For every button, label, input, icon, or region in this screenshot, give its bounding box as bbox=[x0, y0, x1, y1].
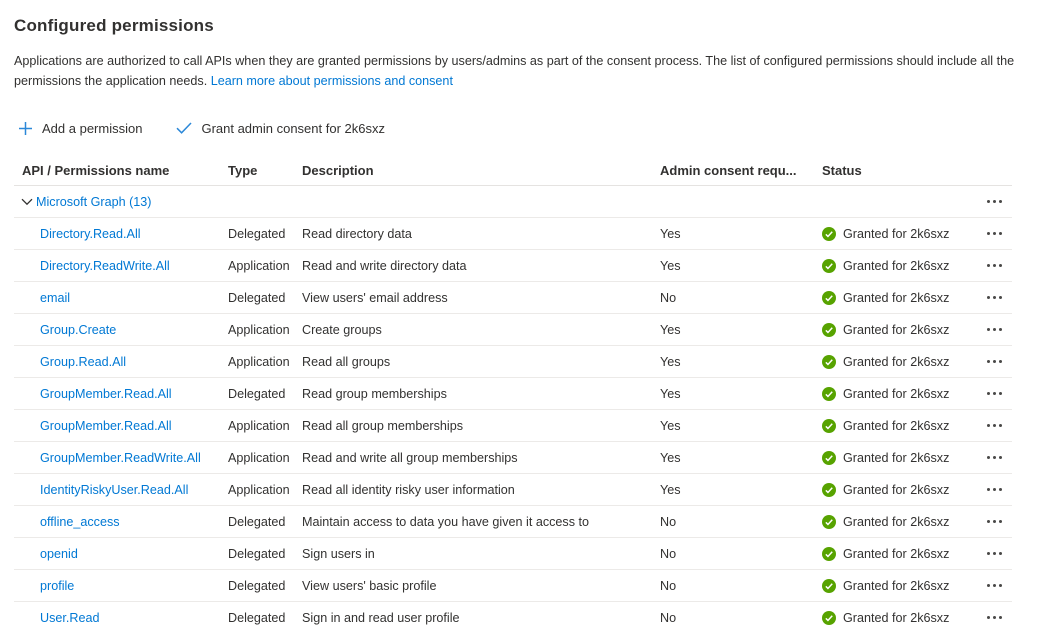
ellipsis-icon bbox=[987, 264, 990, 267]
granted-check-circle-icon bbox=[822, 355, 836, 369]
permission-type: Application bbox=[228, 482, 290, 497]
ellipsis-icon bbox=[987, 328, 990, 331]
more-options-button[interactable] bbox=[985, 388, 1004, 399]
granted-check-circle-icon bbox=[822, 515, 836, 529]
admin-consent-value: No bbox=[660, 610, 677, 625]
permission-type: Delegated bbox=[228, 546, 286, 561]
status-text: Granted for 2k6sxz bbox=[843, 258, 950, 273]
page-description bbox=[14, 52, 1022, 91]
permission-description: Sign in and read user profile bbox=[302, 610, 460, 625]
permission-type: Delegated bbox=[228, 514, 286, 529]
more-options-button[interactable] bbox=[985, 580, 1004, 591]
admin-consent-value: No bbox=[660, 514, 677, 529]
ellipsis-icon bbox=[987, 200, 990, 203]
permission-description: Read all group memberships bbox=[302, 418, 464, 433]
status-text: Granted for 2k6sxz bbox=[843, 482, 950, 497]
granted-check-circle-icon bbox=[822, 323, 836, 337]
permission-row bbox=[14, 474, 1012, 506]
admin-consent-value: Yes bbox=[660, 418, 681, 433]
header-status: Status bbox=[822, 163, 862, 179]
admin-consent-value: Yes bbox=[660, 226, 681, 241]
permission-type: Application bbox=[228, 258, 290, 273]
permission-row bbox=[14, 378, 1012, 410]
ellipsis-icon bbox=[987, 232, 990, 235]
ellipsis-icon bbox=[987, 360, 990, 363]
admin-consent-value: No bbox=[660, 290, 677, 305]
group-link-microsoft-graph[interactable]: Microsoft Graph (13) bbox=[36, 194, 152, 209]
check-icon bbox=[176, 122, 192, 134]
permission-name-link[interactable]: openid bbox=[40, 546, 78, 561]
permission-row bbox=[14, 602, 1012, 628]
header-description: Description bbox=[302, 163, 374, 179]
permission-description: View users' email address bbox=[302, 290, 448, 305]
permission-type: Delegated bbox=[228, 386, 286, 401]
header-admin-consent-required: Admin consent requ... bbox=[660, 163, 797, 179]
status-text: Granted for 2k6sxz bbox=[843, 418, 950, 433]
more-options-button[interactable] bbox=[985, 356, 1004, 367]
permission-type: Delegated bbox=[228, 226, 286, 241]
description-text: Applications are authorized to call APIs when they are granted permissions by users/admins as part of the consent process. The list of configured permissions should include all the permissions the application needs. bbox=[14, 54, 1015, 88]
ellipsis-icon bbox=[987, 296, 990, 299]
status-text: Granted for 2k6sxz bbox=[843, 610, 950, 625]
permission-description: Read and write all group memberships bbox=[302, 450, 518, 465]
granted-check-circle-icon bbox=[822, 483, 836, 497]
permission-name-link[interactable]: IdentityRiskyUser.Read.All bbox=[40, 482, 189, 497]
status-text: Granted for 2k6sxz bbox=[843, 290, 950, 305]
admin-consent-value: Yes bbox=[660, 322, 681, 337]
permission-row bbox=[14, 570, 1012, 602]
permission-type: Application bbox=[228, 418, 290, 433]
permission-name-link[interactable]: GroupMember.Read.All bbox=[40, 386, 172, 401]
ellipsis-icon bbox=[987, 392, 990, 395]
grant-admin-consent-label: Grant admin consent for 2k6sxz bbox=[201, 120, 385, 136]
permission-type: Delegated bbox=[228, 610, 286, 625]
permission-name-link[interactable]: Group.Create bbox=[40, 322, 117, 337]
permission-type: Application bbox=[228, 450, 290, 465]
permission-description: Sign users in bbox=[302, 546, 375, 561]
table-header-row bbox=[14, 156, 1012, 186]
granted-check-circle-icon bbox=[822, 387, 836, 401]
status-text: Granted for 2k6sxz bbox=[843, 514, 950, 529]
permission-name-link[interactable]: User.Read bbox=[40, 610, 100, 625]
more-options-button[interactable] bbox=[985, 324, 1004, 335]
header-api-permissions-name: API / Permissions name bbox=[22, 163, 170, 179]
more-options-button[interactable] bbox=[985, 260, 1004, 271]
page-title: Configured permissions bbox=[14, 16, 214, 35]
status-text: Granted for 2k6sxz bbox=[843, 322, 950, 337]
permission-row bbox=[14, 506, 1012, 538]
permission-name-link[interactable]: offline_access bbox=[40, 514, 120, 529]
more-options-button[interactable] bbox=[985, 452, 1004, 463]
more-options-button[interactable] bbox=[985, 196, 1004, 207]
granted-check-circle-icon bbox=[822, 611, 836, 625]
granted-check-circle-icon bbox=[822, 451, 836, 465]
permission-type: Application bbox=[228, 322, 290, 337]
more-options-button[interactable] bbox=[985, 292, 1004, 303]
more-options-button[interactable] bbox=[985, 228, 1004, 239]
permission-description: Read and write directory data bbox=[302, 258, 467, 273]
add-permission-button[interactable] bbox=[14, 119, 146, 138]
status-text: Granted for 2k6sxz bbox=[843, 386, 950, 401]
admin-consent-value: Yes bbox=[660, 386, 681, 401]
permission-row bbox=[14, 346, 1012, 378]
admin-consent-value: Yes bbox=[660, 258, 681, 273]
permission-description: Maintain access to data you have given it access to bbox=[302, 514, 590, 529]
status-text: Granted for 2k6sxz bbox=[843, 546, 950, 561]
permission-row bbox=[14, 314, 1012, 346]
status-text: Granted for 2k6sxz bbox=[843, 354, 950, 369]
permission-name-link[interactable]: profile bbox=[40, 578, 75, 593]
permission-row bbox=[14, 442, 1012, 474]
more-options-button[interactable] bbox=[985, 516, 1004, 527]
permission-row bbox=[14, 538, 1012, 570]
ellipsis-icon bbox=[987, 616, 990, 619]
more-options-button[interactable] bbox=[985, 612, 1004, 623]
granted-check-circle-icon bbox=[822, 259, 836, 273]
status-text: Granted for 2k6sxz bbox=[843, 226, 950, 241]
ellipsis-icon bbox=[987, 488, 990, 491]
granted-check-circle-icon bbox=[822, 227, 836, 241]
chevron-down-icon[interactable] bbox=[21, 198, 33, 206]
admin-consent-value: No bbox=[660, 578, 677, 593]
header-type: Type bbox=[228, 163, 258, 179]
permission-description: Read all groups bbox=[302, 354, 391, 369]
api-group-row-microsoft-graph bbox=[14, 186, 1012, 218]
permission-name-link[interactable]: GroupMember.ReadWrite.All bbox=[40, 450, 201, 465]
admin-consent-value: No bbox=[660, 546, 677, 561]
permission-description: Read group memberships bbox=[302, 386, 447, 401]
permission-description: Create groups bbox=[302, 322, 382, 337]
ellipsis-icon bbox=[987, 552, 990, 555]
permission-row bbox=[14, 218, 1012, 250]
add-permission-label: Add a permission bbox=[42, 120, 143, 136]
permission-type: Delegated bbox=[228, 578, 286, 593]
permission-row bbox=[14, 250, 1012, 282]
more-options-button[interactable] bbox=[985, 420, 1004, 431]
plus-icon bbox=[18, 121, 33, 136]
admin-consent-value: Yes bbox=[660, 450, 681, 465]
permission-description: Read directory data bbox=[302, 226, 412, 241]
more-options-button[interactable] bbox=[985, 548, 1004, 559]
status-text: Granted for 2k6sxz bbox=[843, 578, 950, 593]
permission-description: View users' basic profile bbox=[302, 578, 437, 593]
grant-admin-consent-button[interactable] bbox=[172, 119, 389, 138]
granted-check-circle-icon bbox=[822, 291, 836, 305]
permission-name-link[interactable]: Directory.Read.All bbox=[40, 226, 141, 241]
admin-consent-value: Yes bbox=[660, 482, 681, 497]
granted-check-circle-icon bbox=[822, 579, 836, 593]
permission-type: Delegated bbox=[228, 290, 286, 305]
permission-name-link[interactable]: Directory.ReadWrite.All bbox=[40, 258, 170, 273]
ellipsis-icon bbox=[987, 424, 990, 427]
granted-check-circle-icon bbox=[822, 419, 836, 433]
permission-name-link[interactable]: Group.Read.All bbox=[40, 354, 127, 369]
command-bar bbox=[14, 116, 1057, 140]
granted-check-circle-icon bbox=[822, 547, 836, 561]
ellipsis-icon bbox=[987, 456, 990, 459]
permission-name-link[interactable]: email bbox=[40, 290, 71, 305]
permission-row bbox=[14, 410, 1012, 442]
ellipsis-icon bbox=[987, 520, 990, 523]
admin-consent-value: Yes bbox=[660, 354, 681, 369]
permission-row bbox=[14, 282, 1012, 314]
learn-more-link[interactable]: Learn more about permissions and consent bbox=[210, 73, 453, 88]
table-body bbox=[14, 218, 1012, 628]
ellipsis-icon bbox=[987, 584, 990, 587]
permission-description: Read all identity risky user information bbox=[302, 482, 515, 497]
permission-name-link[interactable]: GroupMember.Read.All bbox=[40, 418, 172, 433]
permissions-table bbox=[14, 156, 1012, 628]
permission-type: Application bbox=[228, 354, 290, 369]
more-options-button[interactable] bbox=[985, 484, 1004, 495]
status-text: Granted for 2k6sxz bbox=[843, 450, 950, 465]
